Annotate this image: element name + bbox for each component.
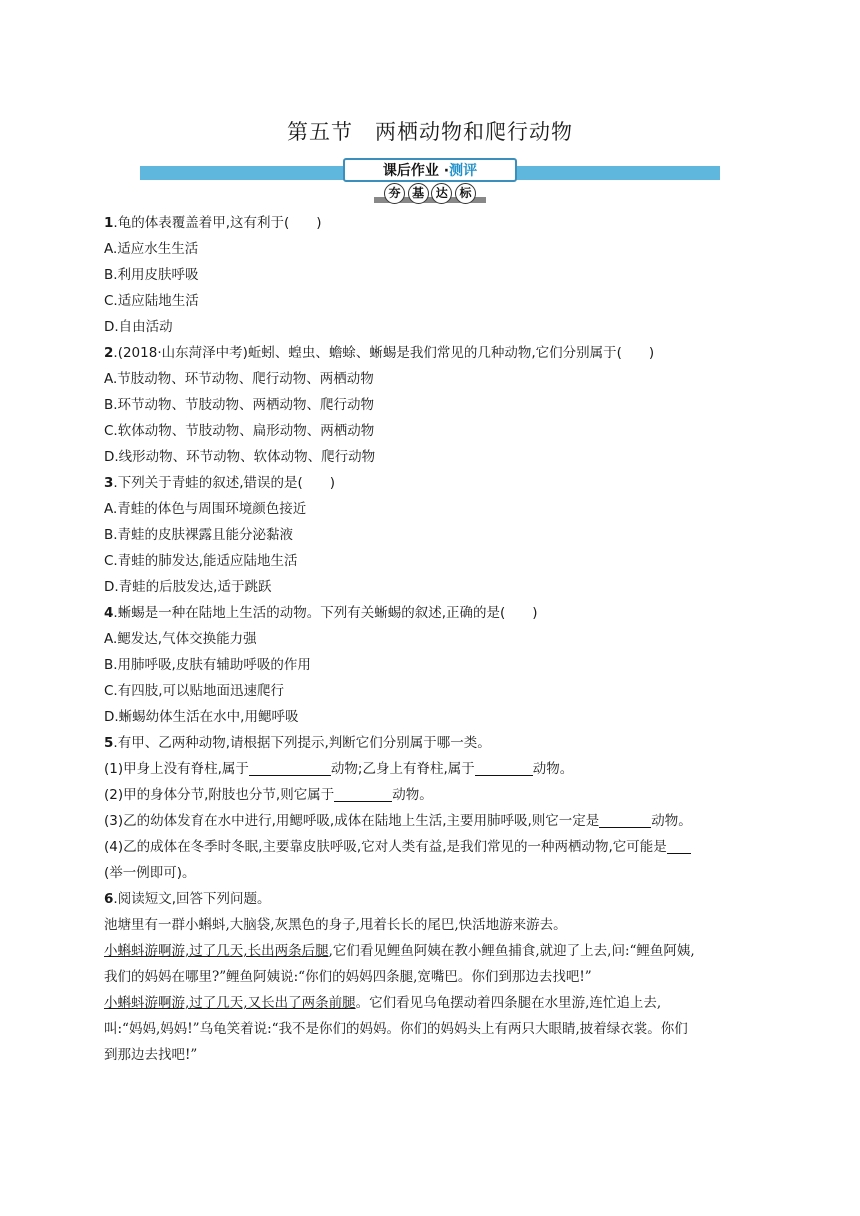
- question-number: 2: [104, 345, 114, 361]
- question-3: [104, 470, 764, 496]
- banner-label-highlight: 测评: [449, 163, 478, 179]
- sub-question-1: [104, 756, 764, 782]
- section-banner: [343, 158, 517, 182]
- answer-blank[interactable]: [475, 759, 533, 776]
- option: A.鳃发达,气体交换能力强: [104, 631, 257, 647]
- question-4: [104, 600, 764, 626]
- answer-blank[interactable]: [249, 759, 331, 776]
- question-number: 5: [104, 735, 114, 751]
- level-badge: [384, 183, 476, 205]
- option: C.青蛙的肺发达,能适应陆地生活: [104, 553, 298, 569]
- question-6: [104, 886, 764, 912]
- question-list: [104, 210, 764, 1068]
- question-stem: .蜥蜴是一种在陆地上生活的动物。下列有关蜥蜴的叙述,正确的是( ): [113, 605, 538, 621]
- question-stem: .下列关于青蛙的叙述,错误的是( ): [113, 475, 336, 491]
- passage-paragraph: 池塘里有一群小蝌蚪,大脑袋,灰黑色的身子,甩着长长的尾巴,快活地游来游去。: [104, 917, 567, 933]
- badge-char: 夯: [384, 183, 405, 204]
- answer-blank[interactable]: [599, 811, 651, 828]
- option: D.线形动物、环节动物、软体动物、爬行动物: [104, 449, 376, 465]
- sub-question-text: (2)甲的身体分节,附肢也分节,则它属于: [104, 787, 335, 803]
- question-stem: .(2018·山东菏泽中考)蚯蚓、蝗虫、蟾蜍、蜥蜴是我们常见的几种动物,它们分别属于( ): [113, 345, 655, 361]
- option: B.用肺呼吸,皮肤有辅助呼吸的作用: [104, 657, 311, 673]
- sub-question-2: [104, 782, 764, 808]
- banner-label: 课后作业 ·: [382, 163, 450, 179]
- sub-question-text: (3)乙的幼体发育在水中进行,用鳃呼吸,成体在陆地上生活,主要用肺呼吸,则它一定是: [104, 813, 600, 829]
- sub-question-text: (1)甲身上没有脊柱,属于: [104, 761, 249, 777]
- question-1: [104, 210, 764, 236]
- option: A.青蛙的体色与周围环境颜色接近: [104, 501, 307, 517]
- question-stem: .阅读短文,回答下列问题。: [113, 891, 271, 907]
- badge-char: 达: [431, 183, 452, 204]
- page-title: 第五节 两栖动物和爬行动物: [287, 120, 573, 144]
- sub-question-text: 动物。: [651, 813, 692, 829]
- reading-passage: [104, 912, 764, 1068]
- badge-char: 基: [408, 183, 429, 204]
- option: B.青蛙的皮肤裸露且能分泌黏液: [104, 527, 294, 543]
- sub-question-4-cont: (举一例即可)。: [104, 865, 196, 881]
- question-stem: .龟的体表覆盖着甲,这有利于( ): [113, 215, 322, 231]
- option: D.蜥蜴幼体生活在水中,用鳃呼吸: [104, 709, 299, 725]
- underlined-sentence: 小蝌蚪游啊游,过了几天,长出两条后腿: [104, 943, 329, 959]
- option: B.利用皮肤呼吸: [104, 267, 199, 283]
- answer-blank[interactable]: [334, 785, 392, 802]
- sub-question-text: 动物;乙身上有脊柱,属于: [330, 761, 475, 777]
- option: D.青蛙的后肢发达,适于跳跃: [104, 579, 272, 595]
- sub-question-text: 动物。: [392, 787, 433, 803]
- question-stem: .有甲、乙两种动物,请根据下列提示,判断它们分别属于哪一类。: [113, 735, 491, 751]
- option: A.节肢动物、环节动物、爬行动物、两栖动物: [104, 371, 374, 387]
- passage-paragraph: [104, 938, 764, 964]
- option: A.适应水生生活: [104, 241, 199, 257]
- option: C.有四肢,可以贴地面迅速爬行: [104, 683, 285, 699]
- question-5: [104, 730, 764, 756]
- option: C.适应陆地生活: [104, 293, 199, 309]
- question-2: [104, 340, 764, 366]
- option: B.环节动物、节肢动物、两栖动物、爬行动物: [104, 397, 375, 413]
- passage-text: ,它们看见鲤鱼阿姨在教小鲤鱼捕食,就迎了上去,问:“鲤鱼阿姨,: [328, 943, 695, 959]
- sub-question-3: [104, 808, 764, 834]
- underlined-sentence: 小蝌蚪游啊游,过了几天,又长出了两条前腿: [104, 995, 356, 1011]
- sub-question-text: (4)乙的成体在冬季时冬眠,主要靠皮肤呼吸,它对人类有益,是我们常见的一种两栖动物,它可能是: [104, 839, 667, 855]
- question-number: 4: [104, 605, 114, 621]
- passage-line: 到那边去找吧!”: [104, 1047, 198, 1063]
- sub-question-text: 动物。: [532, 761, 574, 777]
- passage-paragraph: [104, 990, 764, 1016]
- passage-line: 我们的妈妈在哪里?”鲤鱼阿姨说:“你们的妈妈四条腿,宽嘴巴。你们到那边去找吧!”: [104, 969, 592, 985]
- option: D.自由活动: [104, 319, 173, 335]
- passage-text: 。它们看见乌龟摆动着四条腿在水里游,连忙追上去,: [355, 995, 662, 1011]
- passage-line: 叫:“妈妈,妈妈!”乌龟笑着说:“我不是你们的妈妈。你们的妈妈头上有两只大眼睛,披着绿衣裳。你们: [104, 1021, 688, 1037]
- badge-char: 标: [455, 183, 476, 204]
- question-number: 1: [104, 215, 114, 231]
- answer-blank[interactable]: [667, 837, 691, 854]
- question-number: 3: [104, 475, 114, 491]
- option: C.软体动物、节肢动物、扁形动物、两栖动物: [104, 423, 375, 439]
- sub-question-4: [104, 834, 764, 860]
- question-number: 6: [104, 891, 114, 907]
